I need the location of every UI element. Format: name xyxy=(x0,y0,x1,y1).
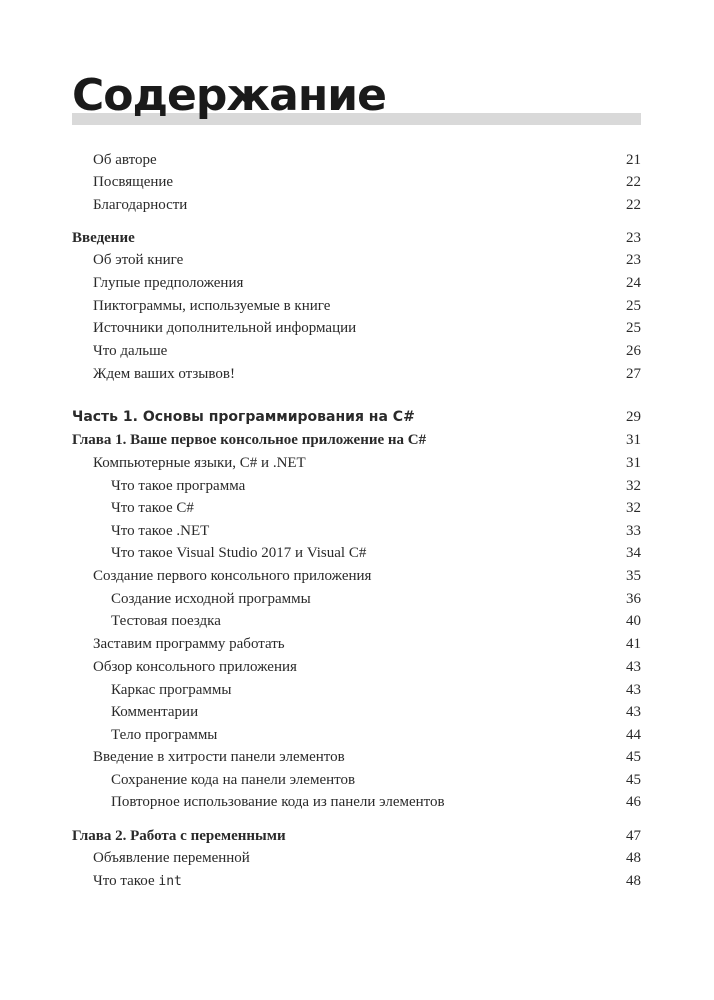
toc-entry xyxy=(72,452,641,474)
toc-entry-title: Что такое C# xyxy=(111,500,194,516)
toc-entry-page: 31 xyxy=(626,455,641,471)
toc-entry-title: Источники дополнительной информации xyxy=(93,320,357,336)
toc-entry xyxy=(72,565,641,587)
toc-entry-title: Комментарии xyxy=(111,704,199,720)
toc-entry-page: 26 xyxy=(626,343,641,359)
toc-entry-title: Об авторе xyxy=(93,152,157,168)
toc-entry-page: 27 xyxy=(626,366,641,382)
toc-entry-title: Введение в хитрости панели элементов xyxy=(93,749,345,765)
page-title: Содержание xyxy=(72,70,386,121)
toc-entry-title: Посвящение xyxy=(93,174,174,190)
toc-entry xyxy=(72,171,641,193)
toc-entry xyxy=(72,149,641,171)
toc-entry xyxy=(72,679,641,701)
toc-entry-page: 41 xyxy=(626,636,641,652)
toc-entry-page: 43 xyxy=(626,682,641,698)
toc-entry xyxy=(72,520,641,542)
toc-entry-title: Глава 1. Ваше первое консольное приложение на C# xyxy=(72,432,427,448)
toc-entry-page: 44 xyxy=(626,727,641,743)
toc-entry xyxy=(72,746,641,768)
toc-entry-page: 35 xyxy=(626,568,641,584)
toc-entry-title: Что такое Visual Studio 2017 и Visual C# xyxy=(111,545,367,561)
toc-entry-page: 40 xyxy=(626,613,641,629)
toc-entry-title: Глава 2. Работа с переменными xyxy=(72,828,286,844)
toc-entry-page: 48 xyxy=(626,873,641,889)
toc-entry-title xyxy=(93,870,182,893)
toc-entry xyxy=(72,249,641,271)
toc-entry-page: 33 xyxy=(626,523,641,539)
toc-entry xyxy=(72,542,641,564)
toc-entry-page: 43 xyxy=(626,659,641,675)
toc-entry-title-text: Что такое xyxy=(93,873,155,889)
toc-entry-title: Компьютерные языки, C# и .NET xyxy=(93,455,306,471)
toc-entry-page: 36 xyxy=(626,591,641,607)
toc-entry-page: 32 xyxy=(626,500,641,516)
toc-entry-page: 34 xyxy=(626,545,641,561)
toc-entry-page: 25 xyxy=(626,320,641,336)
toc-chapter-heading xyxy=(72,429,641,451)
toc-entry-title: Повторное использование кода из панели элементов xyxy=(111,794,445,810)
toc-entry xyxy=(72,295,641,317)
toc-entry xyxy=(72,769,641,791)
toc-entry-title: Ждем ваших отзывов! xyxy=(93,366,235,382)
toc-entry-title: Часть 1. Основы программирования на C# xyxy=(72,409,415,425)
toc-entry-title: Каркас программы xyxy=(111,682,232,698)
toc-section-heading xyxy=(72,227,641,249)
toc-entry-page: 23 xyxy=(626,252,641,268)
toc-entry-title: Что такое .NET xyxy=(111,523,210,539)
toc-entry xyxy=(72,791,641,813)
toc-entry-page: 45 xyxy=(626,772,641,788)
toc-entry-title: Объявление переменной xyxy=(93,850,250,866)
toc-entry-page: 22 xyxy=(626,174,641,190)
toc-entry-page: 45 xyxy=(626,749,641,765)
code-keyword: int xyxy=(158,874,182,889)
toc-entry xyxy=(72,633,641,655)
toc-entry xyxy=(72,870,641,892)
toc-entry xyxy=(72,610,641,632)
toc-entry-title: Глупые предположения xyxy=(93,275,244,291)
toc-entry-page: 43 xyxy=(626,704,641,720)
toc-entry-title: Об этой книге xyxy=(93,252,184,268)
toc-entry-page: 24 xyxy=(626,275,641,291)
toc-entry-page: 48 xyxy=(626,850,641,866)
toc-entry-page: 32 xyxy=(626,478,641,494)
toc-entry-title: Что дальше xyxy=(93,343,168,359)
toc-entry-title: Благодарности xyxy=(93,197,188,213)
toc-entry-title: Что такое программа xyxy=(111,478,246,494)
toc-entry-page: 46 xyxy=(626,794,641,810)
toc-entry-title: Заставим программу работать xyxy=(93,636,285,652)
toc-entry-title: Введение xyxy=(72,230,135,246)
toc-entry-title: Тело программы xyxy=(111,727,218,743)
toc-entry xyxy=(72,317,641,339)
toc-entry xyxy=(72,847,641,869)
toc-entry-title: Обзор консольного приложения xyxy=(93,659,297,675)
toc-entry-page: 21 xyxy=(626,152,641,168)
toc-entry xyxy=(72,724,641,746)
toc-entry xyxy=(72,475,641,497)
toc-entry xyxy=(72,656,641,678)
toc-entry-page: 29 xyxy=(626,409,641,425)
toc-entry xyxy=(72,194,641,216)
toc-entry xyxy=(72,340,641,362)
toc-entry-page: 23 xyxy=(626,230,641,246)
toc-part-heading xyxy=(72,406,641,428)
toc-entry-title: Создание исходной программы xyxy=(111,591,311,607)
toc-entry-page: 31 xyxy=(626,432,641,448)
table-of-contents xyxy=(72,0,641,1000)
toc-entry-page: 25 xyxy=(626,298,641,314)
toc-entry xyxy=(72,701,641,723)
toc-entry-page: 22 xyxy=(626,197,641,213)
toc-entry-title: Тестовая поездка xyxy=(111,613,221,629)
toc-entry xyxy=(72,497,641,519)
toc-entry xyxy=(72,588,641,610)
toc-entry-title: Пиктограммы, используемые в книге xyxy=(93,298,331,314)
toc-entry-title: Создание первого консольного приложения xyxy=(93,568,372,584)
toc-entry-page: 47 xyxy=(626,828,641,844)
toc-chapter-heading xyxy=(72,825,641,847)
toc-entry-title: Сохранение кода на панели элементов xyxy=(111,772,356,788)
toc-entry xyxy=(72,363,641,385)
toc-entry xyxy=(72,272,641,294)
